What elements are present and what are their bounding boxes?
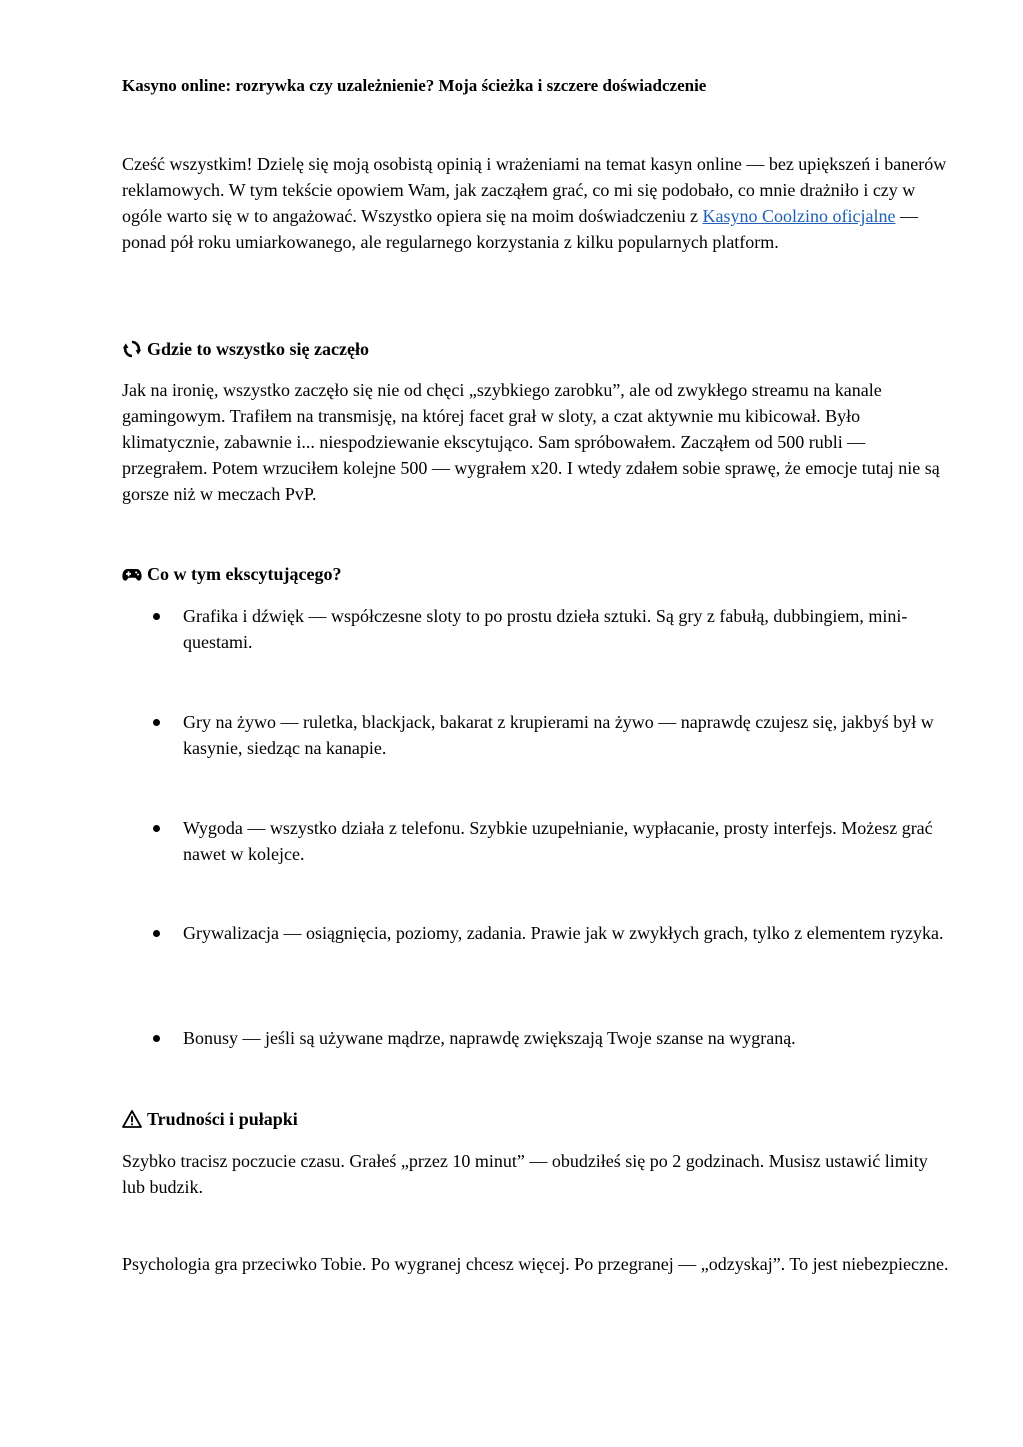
intro-text-after-link: — ponad pół roku umiarkowanego, ale regularnego korzystania z kilku popularnych platform. (122, 206, 918, 252)
section-heading-start (122, 337, 952, 361)
list-item: Grafika i dźwięk — współczesne sloty to po prostu dzieła sztuki. Są gry z fabułą, dubbingiem, mini-questami. (183, 606, 908, 652)
gamepad-icon (122, 564, 142, 584)
section-heading-pitfalls (122, 1107, 952, 1131)
section-heading-text: Trudności i pułapki (147, 1109, 298, 1129)
intro-text-before-link: Cześć wszystkim! Dzielę się moją osobistą opinią i wrażeniami na temat kasyn online — bez upiększeń i banerów reklamowych. W tym tekście opowiem Wam, jak zacząłem grać, co mi się podobało, co mnie drażniło i czy w ogóle warto się w to angażować. Wszystko opiera się na moim doświadczeniu z (122, 154, 947, 226)
pitfalls-paragraph: Psychologia gra przeciwko Tobie. Po wygranej chcesz więcej. Po przegranej — „odzyskaj”. To jest niebezpieczne. (122, 1254, 949, 1274)
document-title: Kasyno online: rozrywka czy uzależnienie? Moja ścieżka i szczere doświadczenie (122, 76, 707, 95)
intro-paragraph (122, 151, 952, 255)
section-heading-exciting (122, 562, 952, 586)
list-item: Grywalizacja — osiągnięcia, poziomy, zadania. Prawie jak w zwykłych grach, tylko z elementem ryzyka. (183, 923, 944, 943)
list-item: Gry na żywo — ruletka, blackjack, bakarat z krupierami na żywo — naprawdę czujesz się, jakbyś był w kasynie, siedząc na kanapie. (183, 712, 934, 758)
warning-icon (122, 1109, 142, 1129)
refresh-icon (122, 339, 142, 359)
section-heading-text: Co w tym ekscytującego? (147, 564, 342, 584)
pitfalls-paragraph: Szybko tracisz poczucie czasu. Grałeś „przez 10 minut” — obudziłeś się po 2 godzinach. Musisz ustawić limity lub budzik. (122, 1151, 928, 1197)
section-start-paragraph: Jak na ironię, wszystko zaczęło się nie od chęci „szybkiego zarobku”, ale od zwykłego streamu na kanale gamingowym. Trafiłem na transmisję, na której facet grał w sloty, a czat aktywnie mu kibicował. Było klimatycznie, zabawnie i... niespodziewanie ekscytująco. Sam spróbowałem. Zacząłem od 500 rubli — przegrałem. Potem wrzuciłem kolejne 500 — wygrałem x20. I wtedy zdałem sobie sprawę, że emocje tutaj nie są gorsze niż w meczach PvP. (122, 380, 940, 504)
list-item: Wygoda — wszystko działa z telefonu. Szybkie uzupełnianie, wypłacanie, prosty interfejs. Możesz grać nawet w kolejce. (183, 818, 933, 864)
list-item: Bonusy — jeśli są używane mądrze, naprawdę zwiększają Twoje szanse na wygraną. (183, 1028, 796, 1048)
coolzino-link[interactable]: Kasyno Coolzino oficjalne (702, 206, 896, 226)
section-heading-text: Gdzie to wszystko się zaczęło (147, 339, 369, 359)
